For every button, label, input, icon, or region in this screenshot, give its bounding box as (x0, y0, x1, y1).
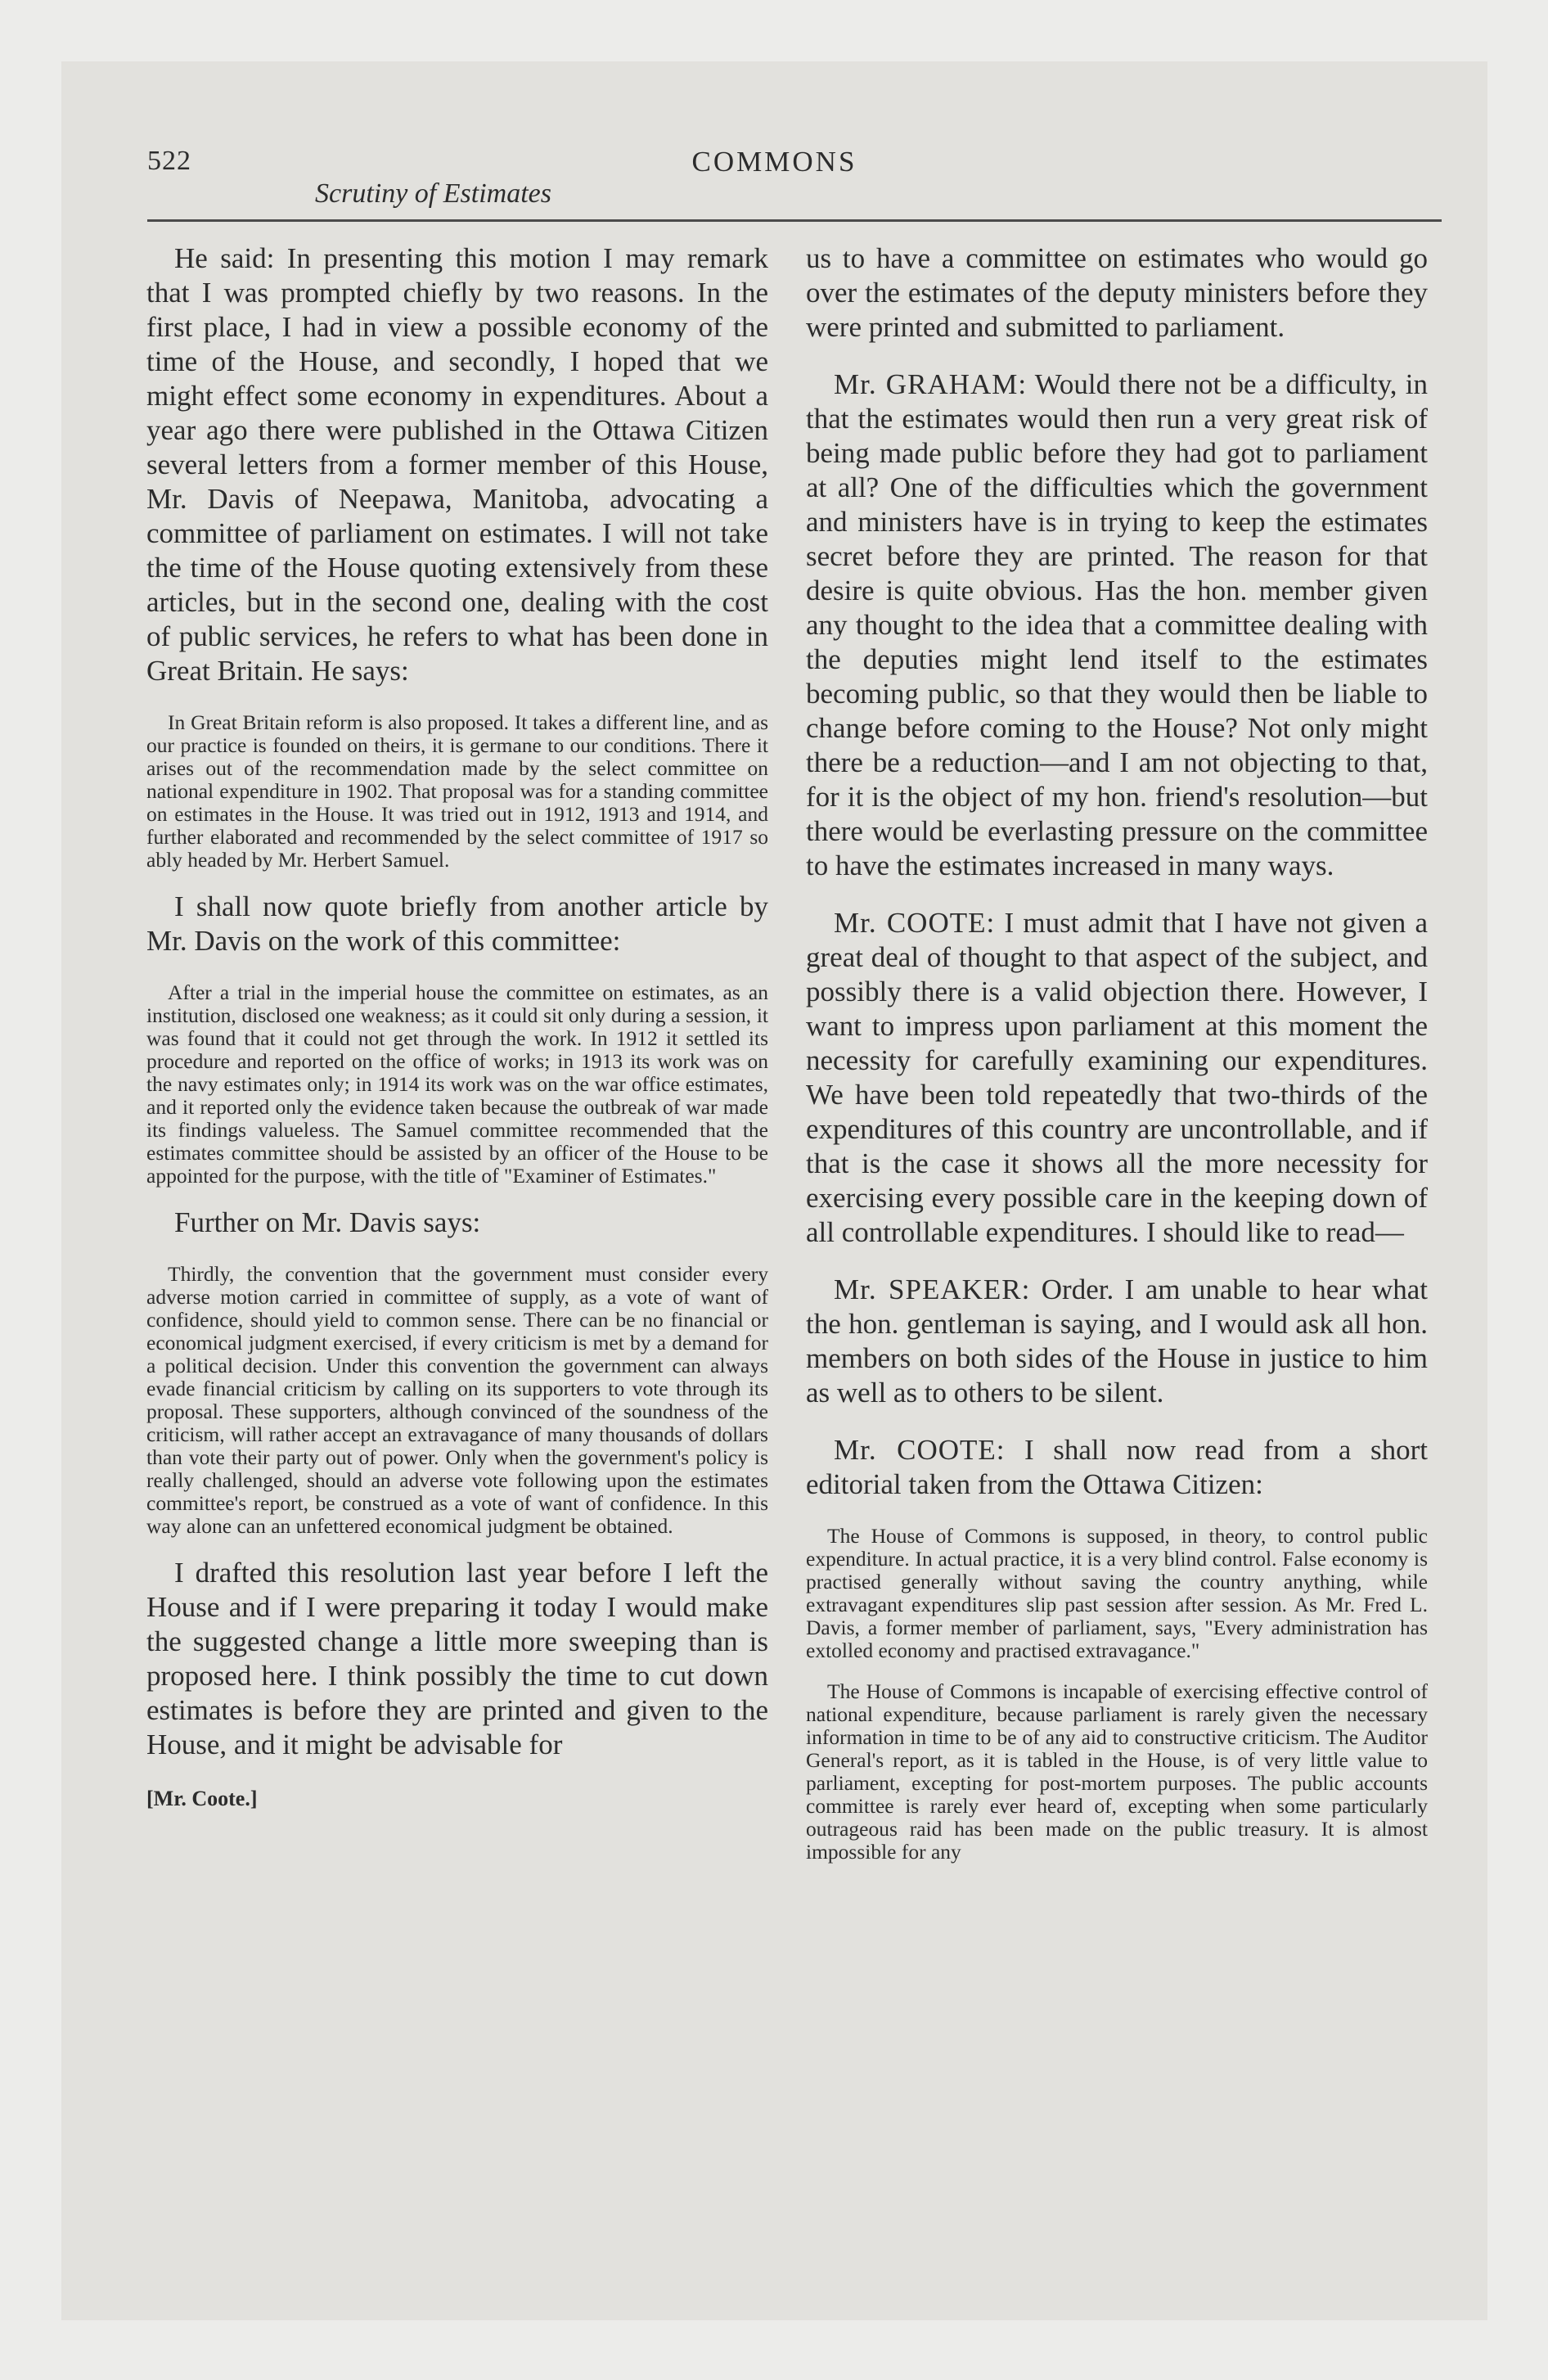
speaker-name: Mr. GRAHAM: (834, 368, 1028, 400)
right-column (806, 241, 1428, 1882)
quoted-passage: Thirdly, the convention that the government must consider every adverse motion carried in committee of supply, as a vote of want of confidence, should yield to common sense. There can be no financial or economical judgment exercised, if every criticism is met by a demand for a political decision. Under this convention the government can always evade financial criticism by calling on its supporters to vote through its proposal. These supporters, although convinced of the soundness of the criticism, will rather accept an extravagance of many thousands of dollars than vote their party out of power. Only when the government's policy is really challenged, should an adverse vote following upon the estimates committee's report, be construed as a vote of want of confidence. In this way alone can an unfettered economical judgment be obtained. (146, 1262, 768, 1538)
quoted-passage: The House of Commons is incapable of exercising effective control of national expenditure, because parliament is rarely given the necessary information in time to be of any aid to constructive criticism. The Auditor General's report, as it is tabled in the House, is of very little value to parliament, excepting for post-mortem purposes. The public accounts committee is rarely ever heard of, excepting when some particularly outrageous raid has been made on the public treasury. It is almost impossible for any (806, 1679, 1428, 1864)
quoted-passage: The House of Commons is supposed, in theory, to control public expenditure. In actual practice, it is a very blind control. False economy is practised generally without saving the country anything, while extravagant expenditures slip past session after session. As Mr. Fred L. Davis, a former member of parliament, says, "Every administration has extolled economy and practised extravagance." (806, 1524, 1428, 1662)
header-rule (147, 219, 1442, 222)
speech-paragraph: I shall now quote briefly from another article by Mr. Davis on the work of this committee: (146, 890, 768, 957)
page-number: 522 (147, 146, 191, 176)
running-head: Scrutiny of Estimates (315, 178, 551, 209)
speech-continuation: us to have a committee on estimates who would go over the estimates of the deputy ministers before they were printed and submitted to parliament. (806, 242, 1428, 343)
hansard-page (61, 61, 1487, 2320)
speech-paragraph: Further on Mr. Davis says: (174, 1206, 481, 1238)
speech-paragraph: He said: In presenting this motion I may remark that I was prompted chiefly by two reasons. In the first place, I had in view a possible economy of the time of the House, and secondly, I hoped that we might effect some economy in expenditures. About a year ago there were published in the Ottawa Citizen several letters from a former member of this House, Mr. Davis of Neepawa, Manitoba, advocating a committee of parliament on estimates. I will not take the time of the House quoting extensively from these articles, but in the second one, dealing with the cost of public services, he refers to what has been done in Great Britain. He says: (146, 242, 768, 687)
speech-graham (806, 367, 1428, 883)
speaker-attribution: [Mr. Coote.] (146, 1787, 258, 1810)
speech-text: Order. I am unable to hear what the hon. gentleman is saying, and I would ask all hon. members on both sides of the House in justice to him as well as to others to be silent. (806, 1273, 1428, 1409)
speech-text: Would there not be a difficulty, in that the estimates would then run a very great risk of being made public before they had got to parliament at all? One of the difficulties which the government and ministers have is in trying to keep the estimates secret before they are printed. The reason for that desire is quite obvious. Has the hon. member given any thought to the idea that a committee dealing with the deputies might lend itself to the estimates becoming public, so that they would then be liable to change before coming to the House? Not only might there be a reduction—and I am not objecting to that, for it is the object of my hon. friend's resolution—but there would be everlasting pressure on the committee to have the estimates increased in many ways. (806, 368, 1428, 881)
speech-paragraph: I drafted this resolution last year before I left the House and if I were preparing it today I would make the suggested change a little more sweeping than is proposed here. I think possibly the time to cut down estimates is before they are printed and given to the House, and it might be advisable for (146, 1557, 768, 1760)
speech-speaker (806, 1273, 1428, 1410)
quoted-passage: In Great Britain reform is also proposed. It takes a different line, and as our practice is founded on theirs, it is germane to our conditions. There it arises out of the recommendation made by the select committee on national expenditure in 1902. That proposal was for a standing committee on estimates in the House. It was tried out in 1912, 1913 and 1914, and further elaborated and recommended by the select committee of 1917 so ably headed by Mr. Herbert Samuel. (146, 710, 768, 872)
speaker-name: Mr. SPEAKER: (834, 1273, 1031, 1305)
speech-text: I shall now read from a short editorial taken from the Ottawa Citizen: (806, 1434, 1428, 1500)
speaker-name: Mr. COOTE: (834, 907, 996, 939)
speaker-name: Mr. COOTE: (834, 1434, 1006, 1466)
speech-coote (806, 906, 1428, 1250)
quoted-passage: After a trial in the imperial house the committee on estimates, as an institution, disclosed one weakness; as it could sit only during a session, it was found that it could not get through the work. In 1912 it settled its procedure and reported on the office of works; in 1913 its work was on the navy estimates only; in 1914 its work was on the war office estimates, and it reported only the evidence taken because the outbreak of war made its findings valueless. The Samuel committee recommended that the estimates committee should be assisted by an officer of the House to be appointed for the purpose, with the title of "Examiner of Estimates." (146, 980, 768, 1188)
speech-text: I must admit that I have not given a great deal of thought to that aspect of the subject, and possibly there is a valid objection there. However, I want to impress upon parliament at this moment the necessity for carefully examining our expenditures. We have been told repeatedly that two-thirds of the expenditures of this country are uncontrollable, and if that is the case it shows all the more necessity for exercising every possible care in the keeping down of all controllable expenditures. I should like to read— (806, 907, 1428, 1248)
left-column (146, 241, 768, 1811)
chamber-title: COMMONS (691, 146, 857, 178)
speech-coote (806, 1433, 1428, 1502)
